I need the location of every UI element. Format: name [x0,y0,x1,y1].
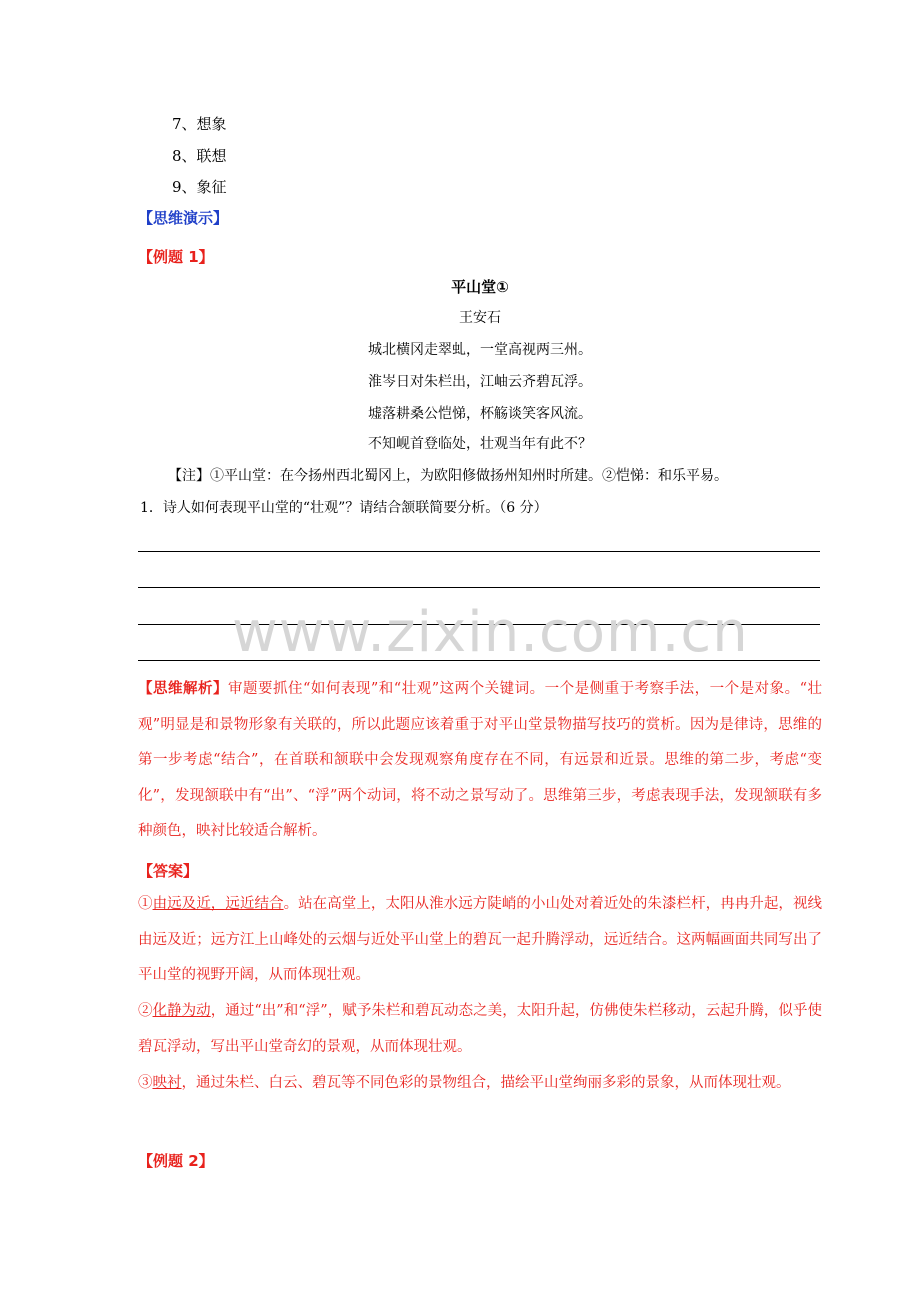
answer-3-num: ③ [138,1075,153,1091]
answer-3 [138,1066,822,1102]
answer-1-num: ① [138,896,153,912]
poem-line-2: 淮岑日对朱栏出，江岫云齐碧瓦浮。 [368,374,592,390]
poem-line-3: 墟落耕桑公恺悌，杯觞谈笑客风流。 [368,406,592,422]
poem-line-1: 城北横冈走翠虬，一堂高视两三州。 [368,342,592,358]
poem-line-4: 不知岘首登临处，壮观当年有此不？ [368,436,592,452]
analysis-text: 审题要抓住“如何表现”和“壮观”这两个关键词。一个是侧重于考察手法，一个是对象。“壮观”明显是和景物形象有关联的，所以此题应该着重于对平山堂景物描写技巧的赏析。因为是律诗，思维的第一步考虑“结合”，在首联和颔联中会发现观察角度存在不同，有远景和近景。思维的第二步，考虑“变化”，发现颔联中有“出”、“浮”两个动词，将不动之景写动了。思维第三步，考虑表现手法，发现颔联有多种颜色，映衬比较适合解析。 [138,681,823,839]
list-item-association: 8、联想 [172,147,227,165]
answer-label: 【答案】 [138,862,199,880]
answer-3-key: 映衬 [152,1075,182,1091]
example-1-label: 【例题 1】 [138,248,214,266]
analysis-paragraph [138,672,822,850]
answer-1 [138,887,822,994]
poem-author: 王安石 [459,310,501,326]
answer-2-key: 化静为动 [152,1003,211,1019]
answer-2-num: ② [138,1003,153,1019]
example-2-label: 【例题 2】 [138,1152,214,1170]
list-item-symbolism: 9、象征 [172,178,227,196]
answer-line-2 [138,587,820,588]
answer-1-text: 。站在高堂上，太阳从淮水远方陡峭的小山处对着近处的朱漆栏杆，冉冉升起，视线由远及近；远方江上山峰处的云烟与近处平山堂上的碧瓦一起升腾浮动，远近结合。这两幅画面共同写出了平山堂的视野开阔，从而体现壮观。 [138,896,823,983]
poem-title: 平山堂① [451,278,509,296]
watermark: www.zixin.com.cn [232,600,749,665]
answer-1-key: 由远及近，远近结合 [152,896,284,912]
answer-2-text: ，通过“出”和“浮”，赋予朱栏和碧瓦动态之美，太阳升起，仿佛使朱栏移动，云起升腾，似乎使碧瓦浮动，写出平山堂奇幻的景观，从而体现壮观。 [138,1003,823,1055]
answer-2 [138,994,822,1065]
poem-note: 【注】①平山堂：在今扬州西北蜀冈上，为欧阳修做扬州知州时所建。②恺悌：和乐平易。 [168,468,728,484]
section-heading: 【思维演示】 [138,209,229,227]
analysis-label: 【思维解析】 [138,681,228,697]
answer-line-1 [138,551,820,552]
question-1: 1．诗人如何表现平山堂的“壮观”？请结合颔联简要分析。（6 分） [140,500,548,516]
list-item-imagination: 7、想象 [172,115,227,133]
answer-3-text: ，通过朱栏、白云、碧瓦等不同色彩的景物组合，描绘平山堂绚丽多彩的景象，从而体现壮观。 [181,1075,791,1091]
